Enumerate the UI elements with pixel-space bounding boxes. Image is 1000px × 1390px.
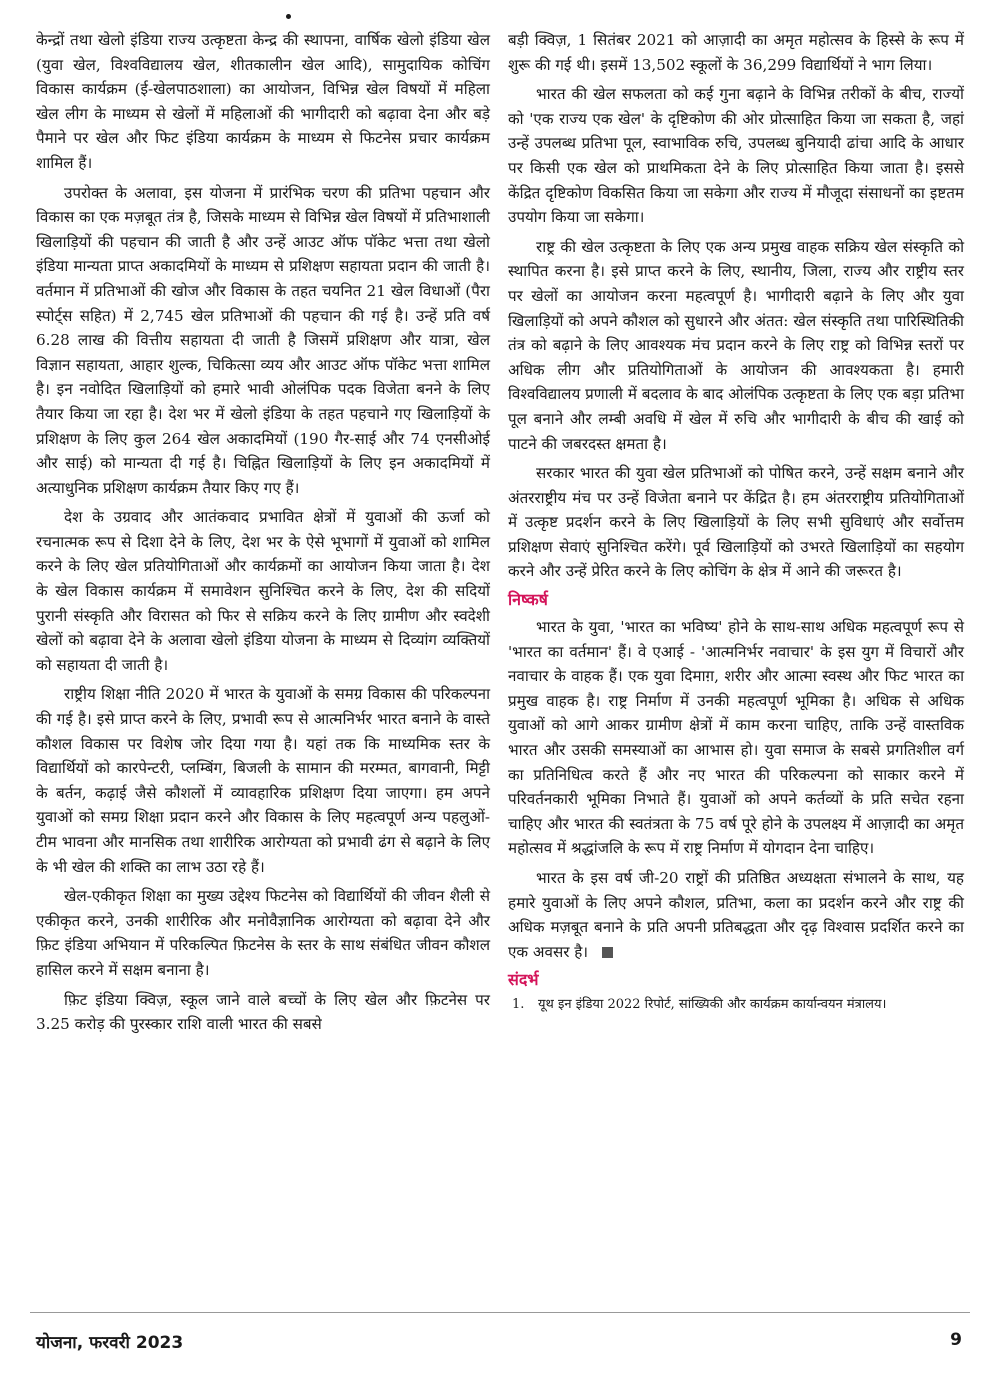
paragraph-text: भारत के इस वर्ष जी-20 राष्ट्रों की प्रतिष्ठित अध्यक्षता संभालने के साथ, यह हमारे युवाओं के लिए अपने कौशल, प्रतिभा, कला का प्रदर्शन करने और राष्ट्र की अधिक मज़बूत बनाने के प्रति अपनी प्रतिबद्धता और दृढ़ विश्वास प्रदर्शित करने का एक अवसर है। [508, 869, 964, 961]
paragraph: फ़िट इंडिया क्विज़, स्कूल जाने वाले बच्चों के लिए खेल और फ़िटनेस पर 3.25 करोड़ की पुरस्कार राशि वाली भारत की सबसे [36, 990, 490, 1034]
paragraph: देश के उग्रवाद और आतंकवाद प्रभावित क्षेत्रों में युवाओं की ऊर्जा को रचनात्मक रूप से दिशा देने के लिए, देश भर के ऐसे भूभागों में युवाओं को शामिल करने के लिए खेल प्रतियोगिताओं और कार्यक्रमों का आयोजन किया जाता है। देश के खेल विकास कार्यक्रम में समावेशन सुनिश्चित करने के लिए, देश की सदियों पुरानी संस्कृति और विरासत को फिर से सक्रिय करने के लिए ग्रामीण और स्वदेशी खेलों को बढ़ावा देने के अलावा खेलो इंडिया योजना के माध्यम से दिव्यांग व्यक्तियों को सहायता दी जाती है। [36, 508, 490, 674]
reference-text: यूथ इन इंडिया 2022 रिपोर्ट, सांख्यिकी और कार्यक्रम कार्यान्वयन मंत्रालय। [538, 997, 887, 1013]
left-column [36, 28, 490, 1042]
paragraph: भारत की खेल सफलता को कई गुना बढ़ाने के विभिन्न तरीकों के बीच, राज्यों को 'एक राज्य एक खेल' के दृष्टिकोण की ओर प्रोत्साहित किया जा सकता है, जहां उन्हें उपलब्ध प्रतिभा पूल, स्वाभाविक रुचि, उपलब्ध बुनियादी ढांचा आदि के आधार पर किसी एक खेल को प्राथमिकता देने के लिए प्रोत्साहित किया जाता है। इससे केंद्रित दृष्टिकोण विकसित किया जा सकेगा और राज्य में मौजूदा संसाधनों का इष्टतम उपयोग किया जा सकेगा। [508, 85, 964, 227]
paragraph: राष्ट्र की खेल उत्कृष्टता के लिए एक अन्य प्रमुख वाहक सक्रिय खेल संस्कृति को स्थापित करना है। इसे प्राप्त करने के लिए, स्थानीय, जिला, राज्य और राष्ट्रीय स्तर पर खेलों का आयोजन करना महत्वपूर्ण है। भागीदारी बढ़ाने के लिए और युवा खिलाड़ियों को अपने कौशल को सुधारने और अंतत: खेल संस्कृति तथा पारिस्थितिकी तंत्र को बढ़ाने के लिए आवश्यक मंच प्रदान करने के लिए राष्ट्र को विभिन्न स्तरों पर अधिक लीग और प्रतियोगिताओं के आयोजन की आवश्यकता है। हमारी विश्वविद्यालय प्रणाली में बदलाव के बाद ओलंपिक उत्कृष्टता के लिए एक बड़ा प्रतिभा पूल बनाने और लम्बी अवधि में खेल में रुचि और भागीदारी के बीच की खाई को पाटने की जबरदस्त क्षमता है। [508, 237, 964, 453]
print-dot-mark [286, 14, 291, 19]
paragraph: उपरोक्त के अलावा, इस योजना में प्रारंभिक चरण की प्रतिभा पहचान और विकास का एक मज़बूत तंत्र है, जिसके माध्यम से विभिन्न खेल विषयों में प्रतिभाशाली खिलाड़ियों की पहचान की जाती है और उन्हें आउट ऑफ पॉकेट भत्ता तथा खेलो इंडिया मान्यता प्राप्त अकादमियों के माध्यम से प्रशिक्षण सहायता प्रदान की जाती है। वर्तमान में प्रतिभाओं की खोज और विकास के तहत चयनित 21 खेल विधाओं (पैरा स्पोर्ट्स सहित) में 2,745 खेल प्रतिभाओं की पहचान की गई है। उन्हें प्रति वर्ष 6.28 लाख की वित्तीय सहायता दी जाती है जिसमें प्रशिक्षण और यात्रा, खेल विज्ञान सहायता, आहार शुल्क, चिकित्सा व्यय और आउट ऑफ पॉकेट भत्ता शामिल है। इन नवोदित खिलाड़ियों को हमारे भावी ओलंपिक पदक विजेता बनने के लिए तैयार किया जा रहा है। देश भर में खेलो इंडिया के तहत पहचाने गए खिलाड़ियों के प्रशिक्षण के लिए कुल 264 खेल अकादमियों (190 गैर-साई और 74 एनसीओई और साई) को मान्यता दी गई है। चिह्नित खिलाड़ियों के लिए इन अकादमियों में अत्याधुनिक प्रशिक्षण कार्यक्रम तैयार किए गए हैं। [36, 183, 490, 497]
conclusion-heading: निष्कर्ष [508, 590, 548, 610]
end-of-article-mark [602, 947, 613, 958]
references-heading: संदर्भ [508, 970, 539, 990]
paragraph: राष्ट्रीय शिक्षा नीति 2020 में भारत के युवाओं के समग्र विकास की परिकल्पना की गई है। इसे प्राप्त करने के लिए, प्रभावी रूप से आत्मनिर्भर भारत बनाने के वास्ते कौशल विकास पर विशेष जोर दिया गया है। यहां तक कि माध्यमिक स्तर के विद्यार्थियों को कारपेन्टरी, प्लम्बिंग, बिजली के सामान की मरम्मत, बागवानी, मिट्टी के बर्तन, कढ़ाई जैसे कौशलों में व्यावहारिक प्रशिक्षण दिया जाएगा। हम अपने युवाओं को समग्र शिक्षा प्रदान करने और विकास के लिए महत्वपूर्ण अन्य पहलुओं- टीम भावना और मानसिक तथा शारीरिक आरोग्यता को प्रभावी ढंग से बढ़ाने के लिए के भी खेल की शक्ति का लाभ उठा रहे हैं। [36, 685, 490, 876]
paragraph: खेल-एकीकृत शिक्षा का मुख्य उद्देश्य फिटनेस को विद्यार्थियों की जीवन शैली से एकीकृत करने, उनकी शारीरिक और मनोवैज्ञानिक आरोग्यता को बढ़ावा देने और फ़िट इंडिया अभियान में परिकल्पित फ़िटनेस के स्तर के साथ संबंधित जीवन कौशल हासिल करने में सक्षम बनाना है। [36, 887, 490, 979]
footer-divider [30, 1312, 970, 1313]
paragraph: भारत के युवा, 'भारत का भविष्य' होने के साथ-साथ अधिक महत्वपूर्ण रूप से 'भारत का वर्तमान' हैं। वे एआई - 'आत्मनिर्भर नवाचार' के इस युग में विचारों और नवाचार के वाहक हैं। एक युवा दिमाग़, शरीर और आत्मा स्वस्थ और फिट भारत का प्रमुख वाहक है। राष्ट्र निर्माण में उनकी महत्वपूर्ण भूमिका है। अधिक से अधिक युवाओं को आगे आकर ग्रामीण क्षेत्रों में काम करना चाहिए, ताकि उन्हें वास्तविक भारत और उसकी समस्याओं का आभास हो। युवा समाज के सबसे प्रगतिशील वर्ग का प्रतिनिधित्व करते हैं और नए भारत की परिकल्पना को साकार करने में परिवर्तनकारी भूमिका निभाते हैं। युवाओं को अपने कर्तव्यों के प्रति सचेत रहना चाहिए और भारत की स्वतंत्रता के 75 वर्ष पूरे होने के उपलक्ष्य में आज़ादी का अमृत महोत्सव में श्रद्धांजलि के रूप में राष्ट्र निर्माण में योगदान देना चाहिए। [508, 618, 964, 858]
reference-number: 1. [512, 997, 525, 1013]
paragraph: सरकार भारत की युवा खेल प्रतिभाओं को पोषित करने, उन्हें सक्षम बनाने और अंतरराष्ट्रीय मंच पर उन्हें विजेता बनाने पर केंद्रित है। हम अंतरराष्ट्रीय प्रतियोगिताओं में उत्कृष्ट प्रदर्शन करने के लिए खिलाड़ियों के लिए सभी सुविधाएं और सर्वोत्तम प्रशिक्षण सेवाएं सुनिश्चित करेंगे। पूर्व खिलाड़ियों को उभरते खिलाड़ियों का सहयोग करने और उन्हें प्रेरित करने के लिए कोचिंग के क्षेत्र में आने की जरूरत है। [508, 464, 964, 581]
page-number: 9 [950, 1330, 962, 1350]
paragraph: केन्द्रों तथा खेलो इंडिया राज्य उत्कृष्टता केन्द्र की स्थापना, वार्षिक खेलो इंडिया खेल (युवा खेल, विश्वविद्यालय खेल, शीतकालीन खेल आदि), सामुदायिक कोचिंग विकास कार्यक्रम (ई-खेलपाठशाला) का आयोजन, विभिन्न खेल विषयों में महिला खेल लीग के माध्यम से खेलों में महिलाओं की भागीदारी को बढ़ावा देना और बड़े पैमाने पर खेल और फिट इंडिया कार्यक्रम के माध्यम से फिटनेस प्रचार कार्यक्रम शामिल हैं। [36, 31, 490, 172]
reference-item [508, 995, 964, 1015]
publication-footer: योजना, फरवरी 2023 [36, 1333, 184, 1353]
paragraph [508, 866, 964, 964]
paragraph: बड़ी क्विज़, 1 सितंबर 2021 को आज़ादी का अमृत महोत्सव के हिस्से के रूप में शुरू की गई थी। इसमें 13,502 स्कूलों के 36,299 विद्यार्थियों ने भाग लिया। [508, 31, 964, 74]
right-column [508, 28, 964, 1015]
